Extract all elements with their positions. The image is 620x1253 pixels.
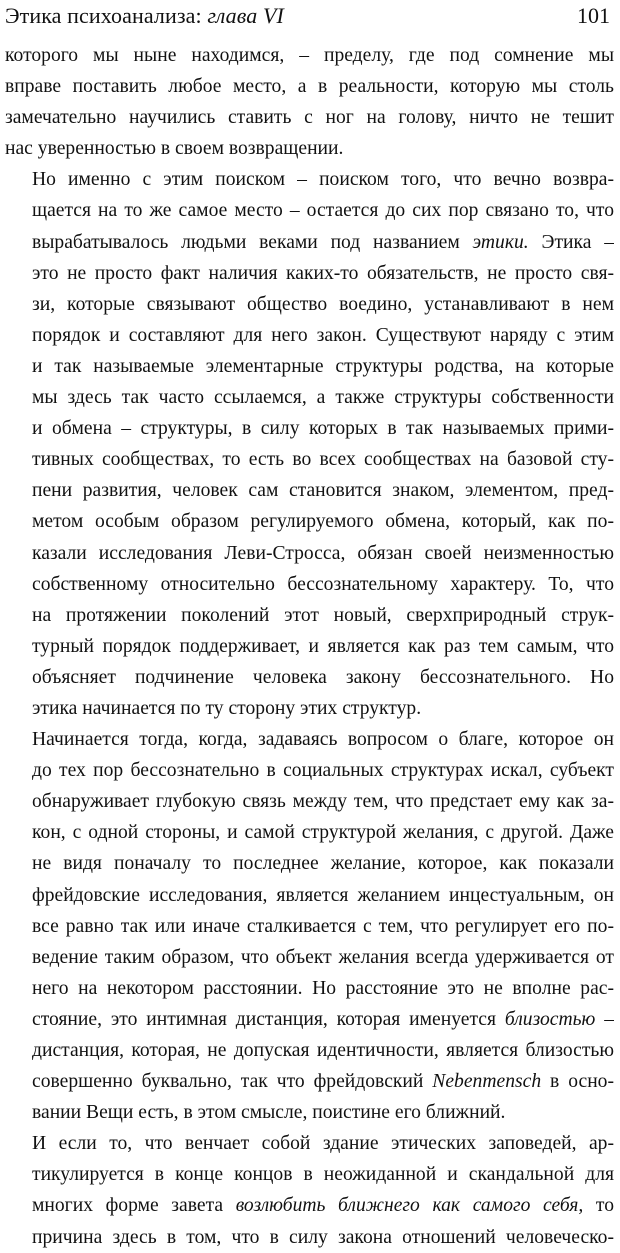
text-line — [5, 786, 614, 817]
text-run: замечательно научились ставить с ног на голову, ничто не тешит — [5, 107, 614, 129]
text-line — [5, 133, 614, 164]
text-run: собственному относительно бессознательному характеру. То, что — [32, 573, 614, 595]
text-line — [5, 1128, 614, 1159]
text-line — [5, 1097, 614, 1128]
text-run: турный порядок поддерживает, и является как раз тем самым, что — [32, 635, 614, 657]
running-title-main: Этика психоанализа: — [5, 3, 208, 28]
text-line — [5, 1004, 614, 1035]
text-line — [5, 942, 614, 973]
text-run: причина здесь в том, что в силу закона отношений человеческо- — [32, 1226, 614, 1248]
text-line — [5, 289, 614, 320]
text-run: совершенно буквально, так что фрейдовский — [32, 1071, 433, 1093]
running-title-chapter: глава VI — [207, 3, 284, 28]
text-run: в осно- — [541, 1071, 614, 1093]
text-run: все равно так или иначе сталкивается с тем, что регулирует его по- — [32, 915, 614, 937]
emphasis-run: близостью — [504, 1008, 596, 1030]
text-line — [5, 258, 614, 289]
text-line — [5, 227, 614, 258]
text-line — [5, 475, 614, 506]
paragraph-p2 — [5, 164, 614, 724]
emphasis-run: этики. — [472, 231, 529, 253]
text-run: обнаруживает глубокую связь между тем, что предстает ему как за- — [32, 791, 614, 813]
text-line — [5, 1190, 614, 1221]
text-line — [5, 848, 614, 879]
text-run: И если то, что венчает собой здание этических заповедей, ар- — [32, 1133, 614, 1155]
text-line — [5, 444, 614, 475]
text-run: вырабатывалось людьми веками под названием — [32, 231, 473, 253]
emphasis-run: Nebenmensch — [432, 1071, 542, 1093]
text-run: Этика – — [528, 231, 614, 253]
text-run: это не просто факт наличия каких-то обязательств, не просто свя- — [32, 262, 614, 284]
text-run: метом особым образом регулируемого обмена, который, как по- — [32, 511, 614, 533]
text-run: то — [583, 1195, 614, 1217]
text-run: стояние, это интимная дистанция, которая именуется — [32, 1008, 505, 1030]
running-head — [5, 0, 614, 40]
text-line — [5, 71, 614, 102]
text-line — [5, 351, 614, 382]
text-line — [5, 320, 614, 351]
text-run: Начинается тогда, когда, задаваясь вопросом о благе, которое он — [32, 729, 614, 751]
text-line — [5, 413, 614, 444]
text-line — [5, 755, 614, 786]
emphasis-run: возлюбить ближнего как самого себя, — [235, 1195, 584, 1217]
text-line — [5, 569, 614, 600]
text-run: ведение таким образом, что объект желания всегда удерживается от — [32, 946, 614, 968]
text-line — [5, 1159, 614, 1190]
text-line — [5, 506, 614, 537]
text-run: – — [595, 1008, 614, 1030]
text-line — [5, 693, 614, 724]
text-run: этика начинается по ту сторону этих структур. — [32, 697, 422, 719]
paragraph-p4 — [5, 1128, 614, 1252]
page-number: 101 — [577, 3, 610, 28]
text-run: кон, с одной стороны, и самой структурой желания, с другой. Даже — [32, 822, 614, 844]
text-run: на протяжении поколений этот новый, сверхприродный струк- — [32, 604, 614, 626]
text-run: порядок и составляют для него закон. Существуют наряду с этим — [32, 324, 614, 346]
text-run: казали исследования Леви-Стросса, обязан своей неизменностью — [32, 542, 614, 564]
text-line — [5, 880, 614, 911]
text-line — [5, 724, 614, 755]
text-line — [5, 817, 614, 848]
text-run: вправе поставить любое место, а в реальности, которую мы столь — [5, 76, 614, 98]
text-run: не видя поначалу то последнее желание, которое, как показали — [32, 853, 614, 875]
text-run: щается на то же самое место – остается до сих пор связано то, что — [32, 200, 614, 222]
text-run: зи, которые связывают общество воедино, устанавливают в нем — [32, 293, 614, 315]
text-line — [5, 164, 614, 195]
text-run: тикулируется в конце концов в неожиданной и скандальной для — [32, 1164, 614, 1186]
text-run: до тех пор бессознательно в социальных структурах искал, субъект — [32, 760, 614, 782]
text-run: дистанция, которая, не допуская идентичности, является близостью — [32, 1040, 614, 1061]
text-line — [5, 600, 614, 631]
text-line — [5, 1222, 614, 1253]
text-line — [5, 382, 614, 413]
text-line — [5, 195, 614, 226]
text-run: объясняет подчинение человека закону бессознательного. Но — [32, 666, 614, 688]
text-line — [5, 538, 614, 569]
text-line — [5, 631, 614, 662]
text-line — [5, 40, 614, 71]
paragraph-p3 — [5, 724, 614, 1128]
text-run: него на некотором расстоянии. Но расстояние это не вполне рас- — [32, 977, 614, 999]
text-run: вании Вещи есть, в этом смысле, поистине его ближний. — [32, 1102, 506, 1124]
text-line — [5, 973, 614, 1004]
text-line — [5, 1035, 614, 1066]
text-line — [5, 911, 614, 942]
text-run: пени развития, человек сам становится знаком, элементом, пред- — [32, 480, 614, 502]
paragraph-p1 — [5, 40, 614, 164]
text-run: и обмена – структуры, в силу которых в так называемых прими- — [32, 418, 614, 440]
running-title — [5, 0, 284, 32]
text-line — [5, 662, 614, 693]
text-run: нас уверенностью в своем возвращении. — [5, 138, 344, 160]
text-line — [5, 1066, 614, 1097]
text-run: мы здесь так часто ссылаемся, а также структуры собственности — [32, 387, 614, 409]
text-run: Но именно с этим поиском – поиском того, что вечно возвра- — [32, 169, 614, 191]
text-run: тивных сообществах, то есть во всех сообществах на базовой сту- — [32, 449, 614, 471]
text-run: и так называемые элементарные структуры родства, на которые — [32, 355, 614, 377]
text-run: которого мы ныне находимся, – пределу, где под сомнение мы — [5, 45, 614, 66]
text-run: многих форме завета — [32, 1195, 236, 1217]
body-text — [5, 40, 614, 1253]
text-run: фрейдовские исследования, является желанием инцестуальным, он — [32, 884, 614, 906]
text-line — [5, 102, 614, 133]
